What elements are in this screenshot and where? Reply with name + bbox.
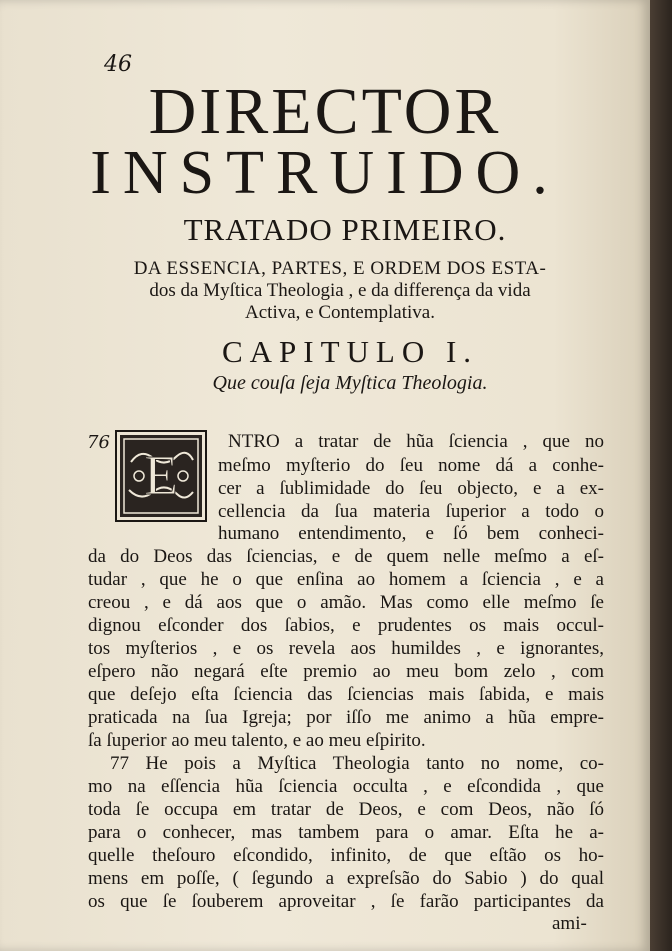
body-line: tudar , que he o que enſina ao homem a ſciencia , e a xyxy=(88,569,604,590)
subtitle-line: dos da Myſtica Theologia , e da differença da vida xyxy=(149,280,531,301)
body-line: que deſejo eſta ſciencia das ſciencias mais ſabida, e mais xyxy=(88,684,604,705)
body-line: toda ſe occupa em tratar de Deos, e com Deos, não ſó xyxy=(88,799,604,820)
book-spine xyxy=(650,0,672,951)
body-line: dignou eſconder dos ſabios, e prudentes os mais occul- xyxy=(88,615,604,636)
paragraph-number-76: 76 xyxy=(87,432,110,453)
body-line: mens em poſſe, ( ſegundo a expreſsão do Sabio ) do qual xyxy=(88,868,604,889)
body-line: cellencia da ſua materia ſuperior a todo o xyxy=(218,501,604,522)
body-line: os que ſe ſouberem aproveitar , ſe farão participantes da xyxy=(88,891,604,912)
body-line: humano entendimento, e ſó bem conheci- xyxy=(218,523,604,544)
title-line-1: DIRECTOR xyxy=(148,75,502,148)
chapter-subtitle: Que couſa ſeja Myſtica Theologia. xyxy=(212,372,488,394)
title-line-2: INSTRUIDO. xyxy=(90,139,560,207)
body-line: praticada na ſua Igreja; por iſſo me animo a hũa empre- xyxy=(88,707,604,728)
subtitle-line: Activa, e Contemplativa. xyxy=(245,302,435,323)
treatise-heading: TRATADO PRIMEIRO. xyxy=(183,212,507,247)
body-line: cer a ſublimidade do ſeu objecto, e a ex- xyxy=(218,478,604,499)
subtitle-line: DA ESSENCIA, PARTES, E ORDEM DOS ESTA- xyxy=(133,258,547,279)
body-line: ſa ſuperior ao meu talento, e ao meu eſpirito. xyxy=(88,730,426,751)
body-line: mo na eſſencia hũa ſciencia occulta , e eſcondida , que xyxy=(88,776,604,797)
body-line: 77 He pois a Myſtica Theologia tanto no nome, co- xyxy=(110,753,604,774)
body-line: creou , e dá aos que o amão. Mas como elle meſmo ſe xyxy=(88,592,604,613)
body-line: da do Deos das ſciencias, e de quem nelle meſmo a eſ- xyxy=(88,546,604,567)
body-line: meſmo myſterio do ſeu nome dá a conhe- xyxy=(218,455,604,476)
chapter-heading: CAPITULO I. xyxy=(221,334,479,369)
drop-cap-letter: E xyxy=(143,445,179,507)
body-line: quelle theſouro eſcondido, infinito, de que eſtão os ho- xyxy=(88,845,604,866)
body-line: NTRO a tratar de hũa ſciencia , que no xyxy=(228,431,604,452)
catchword: ami- xyxy=(552,913,587,934)
body-line: para o conhecer, mas tambem para o amar. Eſta he a- xyxy=(88,822,604,843)
body-line: tos myſterios , e os revela aos humildes , e ignorantes, xyxy=(88,638,604,659)
body-line: eſpero não negará eſte premio ao meu bom zelo , com xyxy=(88,661,604,682)
page-number: 46 xyxy=(104,52,132,77)
